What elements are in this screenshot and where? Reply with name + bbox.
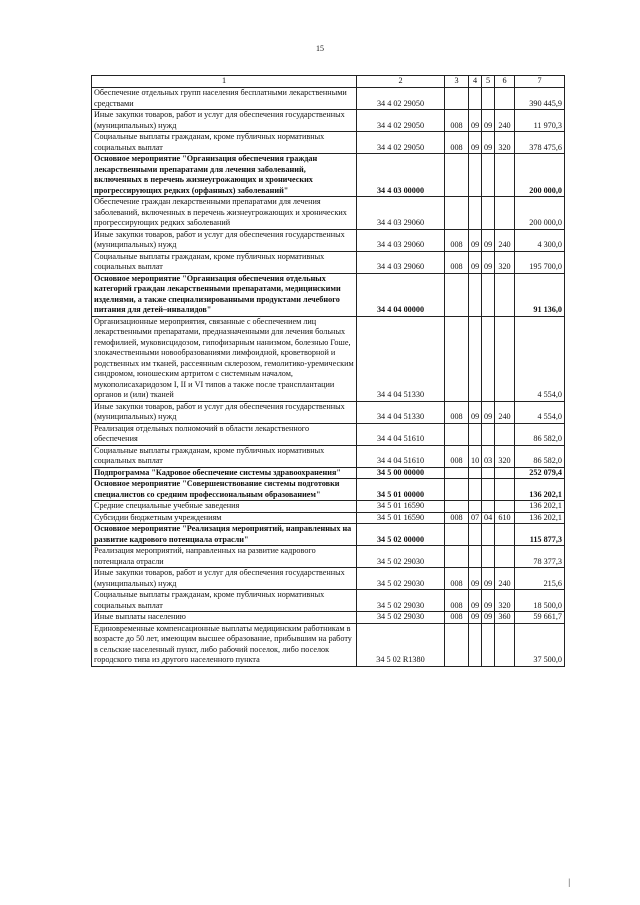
table-row <box>92 568 565 590</box>
table-row <box>92 132 565 154</box>
row-pr <box>482 154 495 197</box>
row-code: 34 4 03 29060 <box>357 197 445 230</box>
row-rz: 09 <box>469 612 482 624</box>
row-code: 34 5 02 29030 <box>357 590 445 612</box>
row-pr: 09 <box>482 590 495 612</box>
row-amount: 4 300,0 <box>515 229 565 251</box>
row-code: 34 4 03 29060 <box>357 229 445 251</box>
row-gr <box>445 546 469 568</box>
row-code: 34 5 01 16590 <box>357 501 445 513</box>
row-amount: 4 554,0 <box>515 401 565 423</box>
row-amount: 136 202,1 <box>515 501 565 513</box>
row-gr <box>445 197 469 230</box>
row-pr <box>482 623 495 666</box>
table-row <box>92 251 565 273</box>
row-name: Основное мероприятие "Реализация мероприятий, направленных на развитие кадрового потенциала отрасли" <box>92 524 357 546</box>
row-gr: 008 <box>445 590 469 612</box>
row-pr <box>482 467 495 479</box>
row-vr: 360 <box>495 612 515 624</box>
row-rz: 07 <box>469 512 482 524</box>
row-pr: 03 <box>482 445 495 467</box>
row-rz <box>469 154 482 197</box>
row-gr <box>445 524 469 546</box>
row-gr <box>445 479 469 501</box>
row-gr: 008 <box>445 110 469 132</box>
table-row <box>92 479 565 501</box>
table-row <box>92 423 565 445</box>
table-row <box>92 445 565 467</box>
row-vr <box>495 524 515 546</box>
row-vr <box>495 316 515 401</box>
row-name: Реализация отдельных полномочий в области лекарственного обеспечения <box>92 423 357 445</box>
row-vr <box>495 423 515 445</box>
table-body <box>92 88 565 667</box>
row-amount: 59 661,7 <box>515 612 565 624</box>
row-vr: 240 <box>495 568 515 590</box>
row-amount: 86 582,0 <box>515 423 565 445</box>
table-row <box>92 501 565 513</box>
row-code: 34 5 02 00000 <box>357 524 445 546</box>
row-name: Реализация мероприятий, направленных на развитие кадрового потенциала отрасли <box>92 546 357 568</box>
row-code: 34 4 04 00000 <box>357 273 445 316</box>
row-amount: 215,6 <box>515 568 565 590</box>
row-gr: 008 <box>445 251 469 273</box>
row-amount: 200 000,0 <box>515 197 565 230</box>
row-vr <box>495 273 515 316</box>
budget-table <box>91 75 565 667</box>
header-col-2: 2 <box>357 76 445 88</box>
row-name: Социальные выплаты гражданам, кроме публичных нормативных социальных выплат <box>92 251 357 273</box>
row-gr: 008 <box>445 568 469 590</box>
table-row <box>92 316 565 401</box>
row-vr: 320 <box>495 251 515 273</box>
row-name: Основное мероприятие "Организация обеспечения граждан лекарственными препаратами для лечения заболеваний, включенных в перечень жизнеугрожающих и хронических прогрессирующих редких (орфанных) заболеваний" <box>92 154 357 197</box>
row-amount: 115 877,3 <box>515 524 565 546</box>
row-code: 34 4 03 29060 <box>357 251 445 273</box>
row-vr <box>495 467 515 479</box>
row-code: 34 4 04 51610 <box>357 423 445 445</box>
row-vr: 240 <box>495 401 515 423</box>
header-col-1: 1 <box>92 76 357 88</box>
row-gr: 008 <box>445 132 469 154</box>
row-rz <box>469 273 482 316</box>
row-code: 34 5 02 29030 <box>357 546 445 568</box>
row-pr <box>482 546 495 568</box>
row-amount: 378 475,6 <box>515 132 565 154</box>
row-pr <box>482 273 495 316</box>
row-rz: 09 <box>469 401 482 423</box>
table-row <box>92 612 565 624</box>
row-gr <box>445 273 469 316</box>
row-pr: 09 <box>482 568 495 590</box>
row-code: 34 4 03 00000 <box>357 154 445 197</box>
corner-mark: | <box>568 877 570 887</box>
row-rz <box>469 88 482 110</box>
row-amount: 86 582,0 <box>515 445 565 467</box>
table-row <box>92 88 565 110</box>
row-vr <box>495 623 515 666</box>
row-pr: 09 <box>482 132 495 154</box>
row-pr: 04 <box>482 512 495 524</box>
row-pr <box>482 524 495 546</box>
row-name: Основное мероприятие "Совершенствование системы подготовки специалистов со средним профессиональным образованием" <box>92 479 357 501</box>
table-row <box>92 401 565 423</box>
table-row <box>92 546 565 568</box>
table-row <box>92 273 565 316</box>
row-gr: 008 <box>445 445 469 467</box>
row-code: 34 5 01 16590 <box>357 512 445 524</box>
row-rz <box>469 316 482 401</box>
header-col-6: 6 <box>495 76 515 88</box>
row-code: 34 4 02 29050 <box>357 88 445 110</box>
row-amount: 200 000,0 <box>515 154 565 197</box>
row-pr: 09 <box>482 401 495 423</box>
page-number: 15 <box>316 44 324 53</box>
table-row <box>92 512 565 524</box>
row-vr <box>495 479 515 501</box>
row-gr <box>445 423 469 445</box>
row-gr: 008 <box>445 512 469 524</box>
row-amount: 4 554,0 <box>515 316 565 401</box>
table-row <box>92 197 565 230</box>
row-gr <box>445 467 469 479</box>
row-amount: 390 445,9 <box>515 88 565 110</box>
row-name: Обеспечение граждан лекарственными препаратами для лечения заболеваний, включенных в перечень жизнеугрожающих и хронических прогрессирующих редких заболеваний <box>92 197 357 230</box>
row-amount: 78 377,3 <box>515 546 565 568</box>
row-gr <box>445 154 469 197</box>
row-vr: 320 <box>495 445 515 467</box>
row-vr <box>495 501 515 513</box>
row-name: Иные закупки товаров, работ и услуг для обеспечения государственных (муниципальных) нужд <box>92 401 357 423</box>
row-code: 34 5 02 R1380 <box>357 623 445 666</box>
row-pr: 09 <box>482 229 495 251</box>
table-row <box>92 467 565 479</box>
row-pr <box>482 197 495 230</box>
row-name: Социальные выплаты гражданам, кроме публичных нормативных социальных выплат <box>92 132 357 154</box>
row-gr: 008 <box>445 401 469 423</box>
row-rz: 09 <box>469 229 482 251</box>
row-rz <box>469 501 482 513</box>
row-amount: 195 700,0 <box>515 251 565 273</box>
row-rz <box>469 524 482 546</box>
row-code: 34 5 02 29030 <box>357 568 445 590</box>
row-name: Единовременные компенсационные выплаты медицинским работникам в возрасте до 50 лет, имеющим высшее образование, прибывшим на работу в сельские населенный пункт, либо рабочий поселок, либо поселок городского типа из другого населенного пункта <box>92 623 357 666</box>
row-gr <box>445 623 469 666</box>
row-code: 34 4 04 51330 <box>357 401 445 423</box>
row-name: Субсидии бюджетным учреждениям <box>92 512 357 524</box>
header-col-3: 3 <box>445 76 469 88</box>
row-name: Иные закупки товаров, работ и услуг для обеспечения государственных (муниципальных) нужд <box>92 568 357 590</box>
row-code: 34 5 00 00000 <box>357 467 445 479</box>
table-header-row <box>92 76 565 88</box>
row-amount: 37 500,0 <box>515 623 565 666</box>
row-name: Социальные выплаты гражданам, кроме публичных нормативных социальных выплат <box>92 590 357 612</box>
row-gr: 008 <box>445 229 469 251</box>
header-col-4: 4 <box>469 76 482 88</box>
row-vr: 240 <box>495 229 515 251</box>
row-rz <box>469 479 482 501</box>
table-row <box>92 229 565 251</box>
row-vr: 320 <box>495 132 515 154</box>
row-pr <box>482 423 495 445</box>
row-rz <box>469 197 482 230</box>
row-pr <box>482 316 495 401</box>
table-row <box>92 623 565 666</box>
row-code: 34 5 01 00000 <box>357 479 445 501</box>
row-amount: 91 136,0 <box>515 273 565 316</box>
row-code: 34 5 02 29030 <box>357 612 445 624</box>
row-name: Подпрограмма "Кадровое обеспечение системы здравоохранения" <box>92 467 357 479</box>
table-row <box>92 524 565 546</box>
row-code: 34 4 02 29050 <box>357 132 445 154</box>
row-rz: 09 <box>469 132 482 154</box>
row-rz <box>469 423 482 445</box>
row-gr <box>445 88 469 110</box>
row-name: Организационные мероприятия, связанные с обеспечением лиц лекарственными препаратами, предназначенными для лечения больных гемофилией, муковисцидозом, гипофизарным нанизмом, болезнью Гоше, злокачественными новообразованиями лимфоидной, кроветворной и родственных им тканей, рассеянным склерозом, гемолитико-уремическим синдромом, юношеским артритом с системным началом, мукополисахаридозом I, II и VI типов а также после трансплантации органов и (или) тканей <box>92 316 357 401</box>
row-amount: 11 970,3 <box>515 110 565 132</box>
row-vr <box>495 154 515 197</box>
header-col-5: 5 <box>482 76 495 88</box>
table-row <box>92 154 565 197</box>
row-vr <box>495 197 515 230</box>
row-gr <box>445 501 469 513</box>
row-rz <box>469 467 482 479</box>
row-amount: 18 500,0 <box>515 590 565 612</box>
table-row <box>92 110 565 132</box>
row-code: 34 4 04 51610 <box>357 445 445 467</box>
row-pr: 09 <box>482 110 495 132</box>
row-name: Социальные выплаты гражданам, кроме публичных нормативных социальных выплат <box>92 445 357 467</box>
row-amount: 136 202,1 <box>515 479 565 501</box>
row-name: Обеспечение отдельных групп населения бесплатными лекарственными средствами <box>92 88 357 110</box>
row-pr <box>482 479 495 501</box>
row-gr <box>445 316 469 401</box>
row-rz: 09 <box>469 590 482 612</box>
row-vr: 320 <box>495 590 515 612</box>
header-col-7: 7 <box>515 76 565 88</box>
row-code: 34 4 04 51330 <box>357 316 445 401</box>
row-name: Иные закупки товаров, работ и услуг для обеспечения государственных (муниципальных) нужд <box>92 110 357 132</box>
row-pr <box>482 501 495 513</box>
row-rz: 10 <box>469 445 482 467</box>
row-amount: 252 079,4 <box>515 467 565 479</box>
row-pr: 09 <box>482 251 495 273</box>
row-code: 34 4 02 29050 <box>357 110 445 132</box>
row-vr <box>495 546 515 568</box>
row-name: Основное мероприятие "Организация обеспечения отдельных категорий граждан лекарственными препаратами, медицинскими изделиями, а также специализированными продуктами лечебного питания для детей–инвалидов" <box>92 273 357 316</box>
row-rz: 09 <box>469 568 482 590</box>
row-amount: 136 202,1 <box>515 512 565 524</box>
row-name: Иные выплаты населению <box>92 612 357 624</box>
row-name: Средние специальные учебные заведения <box>92 501 357 513</box>
row-vr: 240 <box>495 110 515 132</box>
row-rz <box>469 623 482 666</box>
row-rz: 09 <box>469 110 482 132</box>
row-vr <box>495 88 515 110</box>
row-vr: 610 <box>495 512 515 524</box>
row-gr: 008 <box>445 612 469 624</box>
row-pr <box>482 88 495 110</box>
row-name: Иные закупки товаров, работ и услуг для обеспечения государственных (муниципальных) нужд <box>92 229 357 251</box>
row-pr: 09 <box>482 612 495 624</box>
row-rz <box>469 546 482 568</box>
table-row <box>92 590 565 612</box>
row-rz: 09 <box>469 251 482 273</box>
